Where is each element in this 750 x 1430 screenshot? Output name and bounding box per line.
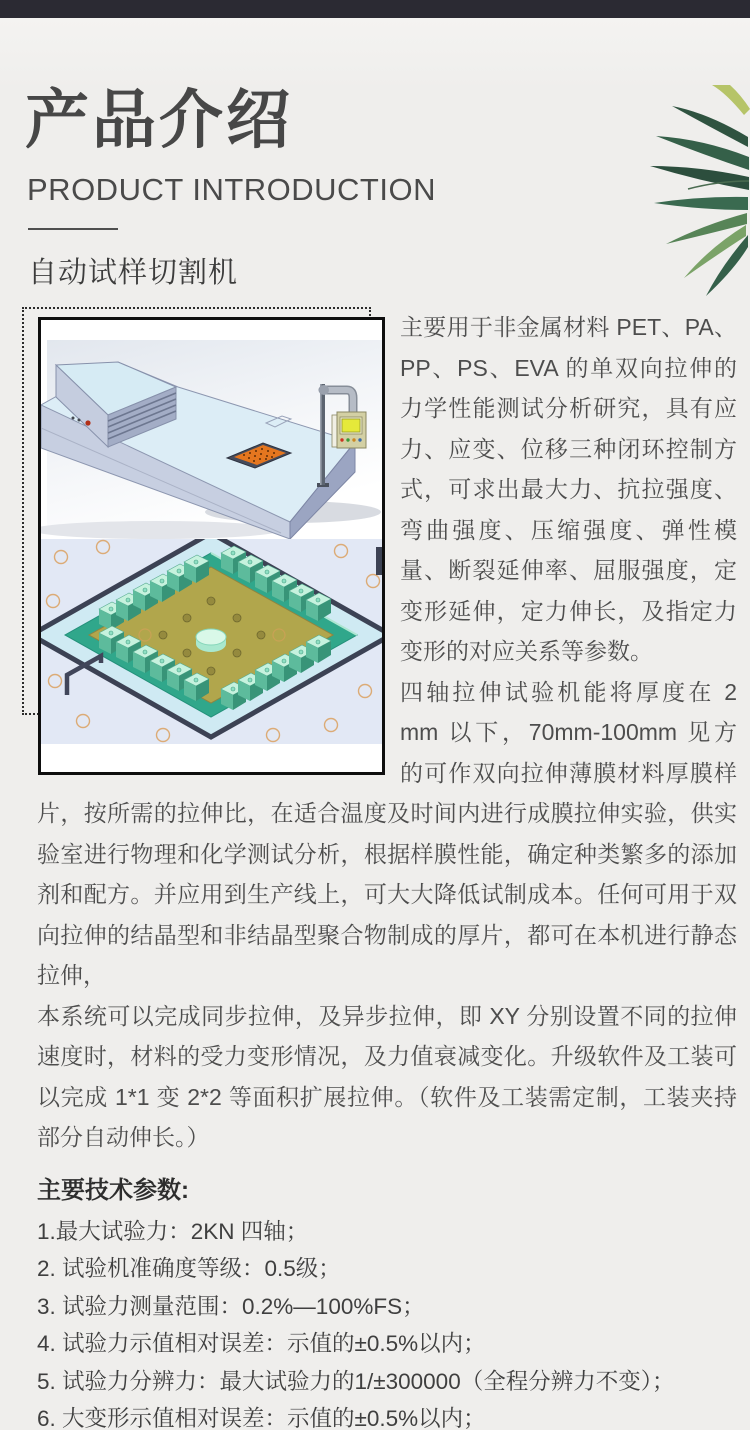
spec-item: 6. 大变形示值相对误差：示值的±0.5%以内； xyxy=(37,1406,486,1430)
description-paragraph: 主要用于非金属材料 PET、PA、PP、PS、EVA 的单双向拉伸的力学性能测试分析研究，具有应力、应变、位移三种闭环控制方式，可求出最大力、抗拉强度、弯曲强度、压缩强度、弹性模量、断裂延伸率、屈服强度，定变形延伸，定力伸长，及指定力变形的对应关系等参数。 xyxy=(400,314,737,664)
content-area xyxy=(0,256,750,1430)
description-paragraph: 本系统可以完成同步拉伸，及异步拉伸，即 XY 分别设置不同的拉伸速度时，材料的受力变形情况，及力值衰减变化。升级软件及工装可以完成 1*1 变 2*2 等面积扩展拉伸。（软件及工装需定制，工装夹持部分自动伸长。） xyxy=(37,1002,737,1150)
spec-item: 2. 试验机准确度等级：0.5级； xyxy=(37,1256,341,1281)
spec-item: 4. 试验力示值相对误差：示值的±0.5%以内； xyxy=(37,1331,486,1356)
figure-image-box xyxy=(38,317,385,775)
spec-item: 1.最大试验力：2KN 四轴； xyxy=(37,1218,309,1244)
description-paragraph: 四轴拉伸试验机能将厚度在 2 mm 以下，70mm-100mm 见方的可作双向拉伸薄膜材料厚膜样片，按所需的拉伸比，在适合温度及时间内进行成膜拉伸实验，供实验室进行物理和化学测试分析，根据样膜性能，确定种类繁多的添加剂和配方。并应用到生产线上，可大大降低试制成本。任何可用于双向拉伸的结晶型和非结晶型聚合物制成的厚片，都可在本机进行静态拉伸， xyxy=(37,678,737,988)
fixture-render-figure xyxy=(41,539,382,744)
page-header xyxy=(0,0,750,230)
technical-parameters-title: 主要技术参数: xyxy=(37,1176,189,1204)
page-subtitle: PRODUCT INTRODUCTION xyxy=(27,172,436,207)
spec-item: 5. 试验力分辨力：最大试验力的1/±300000（全程分辨力不变）； xyxy=(37,1368,675,1394)
technical-parameters-list xyxy=(37,1213,737,1430)
technical-parameters-section xyxy=(37,1178,737,1430)
product-description xyxy=(37,307,737,1158)
machine-render-figure xyxy=(41,320,382,539)
spec-item: 3. 试验力测量范围：0.2%—100%FS； xyxy=(37,1293,425,1319)
product-name-heading: 自动试样切割机 xyxy=(28,257,239,289)
figure-block xyxy=(37,307,400,777)
page-title: 产品介绍 xyxy=(25,84,293,156)
title-underline xyxy=(28,228,118,230)
